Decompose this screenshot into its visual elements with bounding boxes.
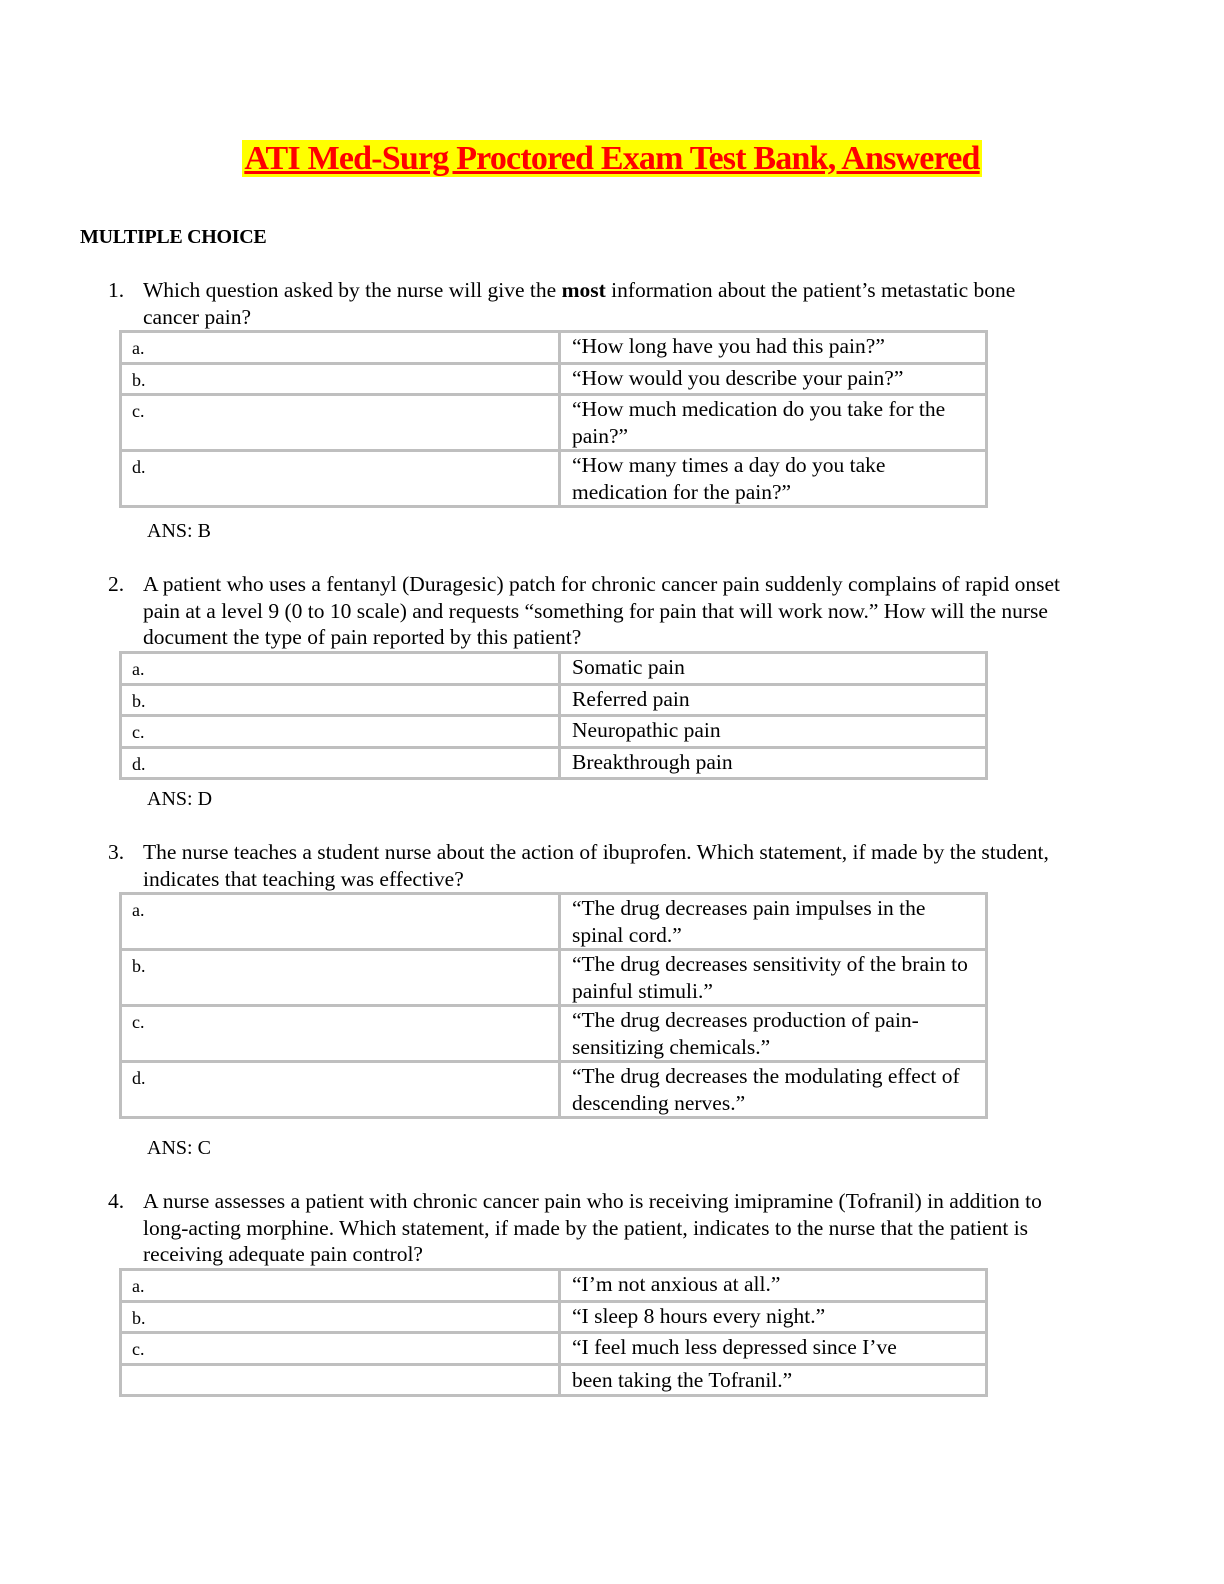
- option-text: “The drug decreases sensitivity of the brain to painful stimuli.”: [560, 950, 987, 1006]
- option-letter: b.: [121, 950, 560, 1006]
- question-1: [108, 277, 1068, 330]
- option-row[interactable]: [121, 1270, 987, 1302]
- question-text-part: information about the patient’s metastatic bone cancer pain?: [143, 278, 1016, 329]
- option-letter: d.: [121, 451, 560, 507]
- option-row[interactable]: [121, 894, 987, 950]
- option-text: Neuropathic pain: [560, 716, 987, 748]
- option-text: “The drug decreases the modulating effect of descending nerves.”: [560, 1062, 987, 1118]
- option-row[interactable]: [121, 1364, 987, 1395]
- options-table-q3: [119, 892, 988, 1119]
- question-number: 4.: [108, 1189, 125, 1213]
- options-table-q2: [119, 651, 988, 780]
- option-text: “How many times a day do you take medication for the pain?”: [560, 451, 987, 507]
- option-row[interactable]: [121, 332, 987, 364]
- option-row[interactable]: [121, 684, 987, 716]
- question-number: 2.: [108, 572, 125, 596]
- option-row[interactable]: [121, 451, 987, 507]
- option-row[interactable]: [121, 716, 987, 748]
- options-table-q4: [119, 1268, 988, 1397]
- option-row[interactable]: [121, 1301, 987, 1333]
- section-heading: MULTIPLE CHOICE: [80, 226, 267, 248]
- document-title: ATI Med-Surg Proctored Exam Test Bank, Answered: [244, 140, 980, 177]
- option-letter: b.: [121, 684, 560, 716]
- option-text: Referred pain: [560, 684, 987, 716]
- option-letter: a.: [121, 653, 560, 685]
- question-text: A nurse assesses a patient with chronic cancer pain who is receiving imipramine (Tofranil) in addition to long-acting morphine. Which statement, if made by the patient, indicates to the nurse that the patient is receiving adequate pain control?: [143, 1189, 1042, 1266]
- option-row[interactable]: [121, 1333, 987, 1365]
- option-text: “The drug decreases pain impulses in the spinal cord.”: [560, 894, 987, 950]
- answer-q1: ANS: B: [147, 520, 211, 542]
- option-text: “How long have you had this pain?”: [560, 332, 987, 364]
- option-text: Somatic pain: [560, 653, 987, 685]
- option-letter: c.: [121, 1006, 560, 1062]
- option-letter: d.: [121, 747, 560, 779]
- option-letter: [121, 1364, 560, 1395]
- answer-q2: ANS: D: [147, 788, 213, 810]
- question-text-part: Which question asked by the nurse will give the: [143, 278, 562, 302]
- question-text: A patient who uses a fentanyl (Duragesic) patch for chronic cancer pain suddenly complains of rapid onset pain at a level 9 (0 to 10 scale) and requests “something for pain that will work now.” How will the nurse document the type of pain reported by this patient?: [143, 572, 1061, 649]
- option-row[interactable]: [121, 653, 987, 685]
- option-row[interactable]: [121, 1062, 987, 1118]
- option-text: “I’m not anxious at all.”: [560, 1270, 987, 1302]
- option-text: “I sleep 8 hours every night.”: [560, 1301, 987, 1333]
- question-2: [108, 571, 1068, 651]
- option-row[interactable]: [121, 395, 987, 451]
- question-number: 1.: [108, 278, 125, 302]
- document-title-wrap: [0, 140, 1224, 178]
- question-3: [108, 839, 1068, 892]
- option-text: “How much medication do you take for the pain?”: [560, 395, 987, 451]
- question-text-emphasis: most: [561, 278, 606, 302]
- answer-q3: ANS: C: [147, 1137, 211, 1159]
- option-letter: a.: [121, 332, 560, 364]
- option-row[interactable]: [121, 950, 987, 1006]
- question-text: [143, 277, 1068, 330]
- option-letter: a.: [121, 894, 560, 950]
- option-text: been taking the Tofranil.”: [560, 1364, 987, 1395]
- question-number: 3.: [108, 840, 125, 864]
- option-letter: a.: [121, 1270, 560, 1302]
- option-row[interactable]: [121, 363, 987, 395]
- option-letter: b.: [121, 1301, 560, 1333]
- option-letter: c.: [121, 395, 560, 451]
- option-letter: b.: [121, 363, 560, 395]
- option-letter: c.: [121, 1333, 560, 1365]
- question-4: [108, 1188, 1068, 1268]
- option-letter: c.: [121, 716, 560, 748]
- options-table-q1: [119, 330, 988, 508]
- option-text: Breakthrough pain: [560, 747, 987, 779]
- question-text: The nurse teaches a student nurse about the action of ibuprofen. Which statement, if made by the student, indicates that teaching was effective?: [143, 840, 1049, 891]
- option-text: “The drug decreases production of pain-sensitizing chemicals.”: [560, 1006, 987, 1062]
- option-text: “I feel much less depressed since I’ve: [560, 1333, 987, 1365]
- option-row[interactable]: [121, 1006, 987, 1062]
- option-row[interactable]: [121, 747, 987, 779]
- option-letter: d.: [121, 1062, 560, 1118]
- option-text: “How would you describe your pain?”: [560, 363, 987, 395]
